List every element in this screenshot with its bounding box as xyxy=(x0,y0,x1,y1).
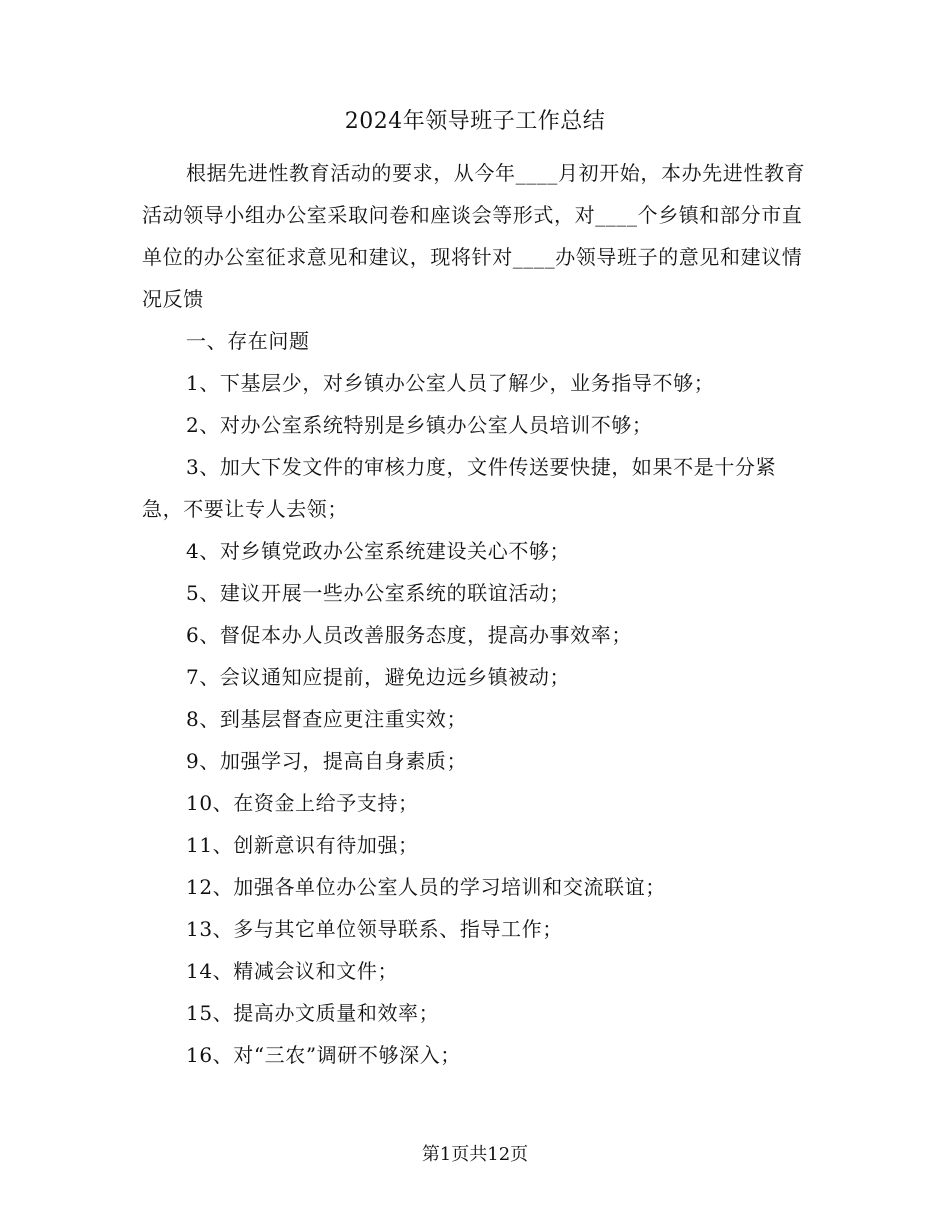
list-item: 7、会议通知应提前，避免边远乡镇被动； xyxy=(186,665,571,689)
list-item: 10、在资金上给予支持； xyxy=(186,791,419,815)
page-footer: 第1页共12页 xyxy=(421,1144,529,1165)
list-item: 11、创新意识有待加强； xyxy=(186,833,419,857)
list-item: 16、对“三农”调研不够深入； xyxy=(186,1043,461,1067)
list-item: 14、精减会议和文件； xyxy=(186,959,399,983)
list-item: 12、加强各单位办公室人员的学习培训和交流联谊； xyxy=(186,875,666,899)
list-item: 13、多与其它单位领导联系、指导工作； xyxy=(186,917,563,941)
section-heading: 一、存在问题 xyxy=(186,329,310,353)
list-item: 8、到基层督查应更注重实效； xyxy=(186,707,468,731)
list-item: 5、建议开展一些办公室系统的联谊活动； xyxy=(186,581,571,605)
document-body xyxy=(142,152,810,1076)
list-item: 6、督促本办人员改善服务态度，提高办事效率； xyxy=(186,623,632,647)
list-item: 1、下基层少，对乡镇办公室人员了解少，业务指导不够； xyxy=(186,371,715,395)
list-item: 4、对乡镇党政办公室系统建设关心不够； xyxy=(186,539,571,563)
document-title: 2024年领导班子工作总结 xyxy=(344,109,606,134)
paragraph-intro: 根据先进性教育活动的要求，从今年____月初开始，本办先进性教育活动领导小组办公室采取问卷和座谈会等形式，对____个乡镇和部分市直单位的办公室征求意见和建议，现将针对____办领导班子的意见和建议情况反馈 xyxy=(142,161,806,311)
list-item: 9、加强学习，提高自身素质； xyxy=(186,749,468,773)
list-item: 15、提高办文质量和效率； xyxy=(186,1001,440,1025)
list-item: 2、对办公室系统特别是乡镇办公室人员培训不够； xyxy=(186,413,653,437)
list-item: 3、加大下发文件的审核力度，文件传送要快捷，如果不是十分紧急，不要让专人去领； xyxy=(142,455,777,521)
